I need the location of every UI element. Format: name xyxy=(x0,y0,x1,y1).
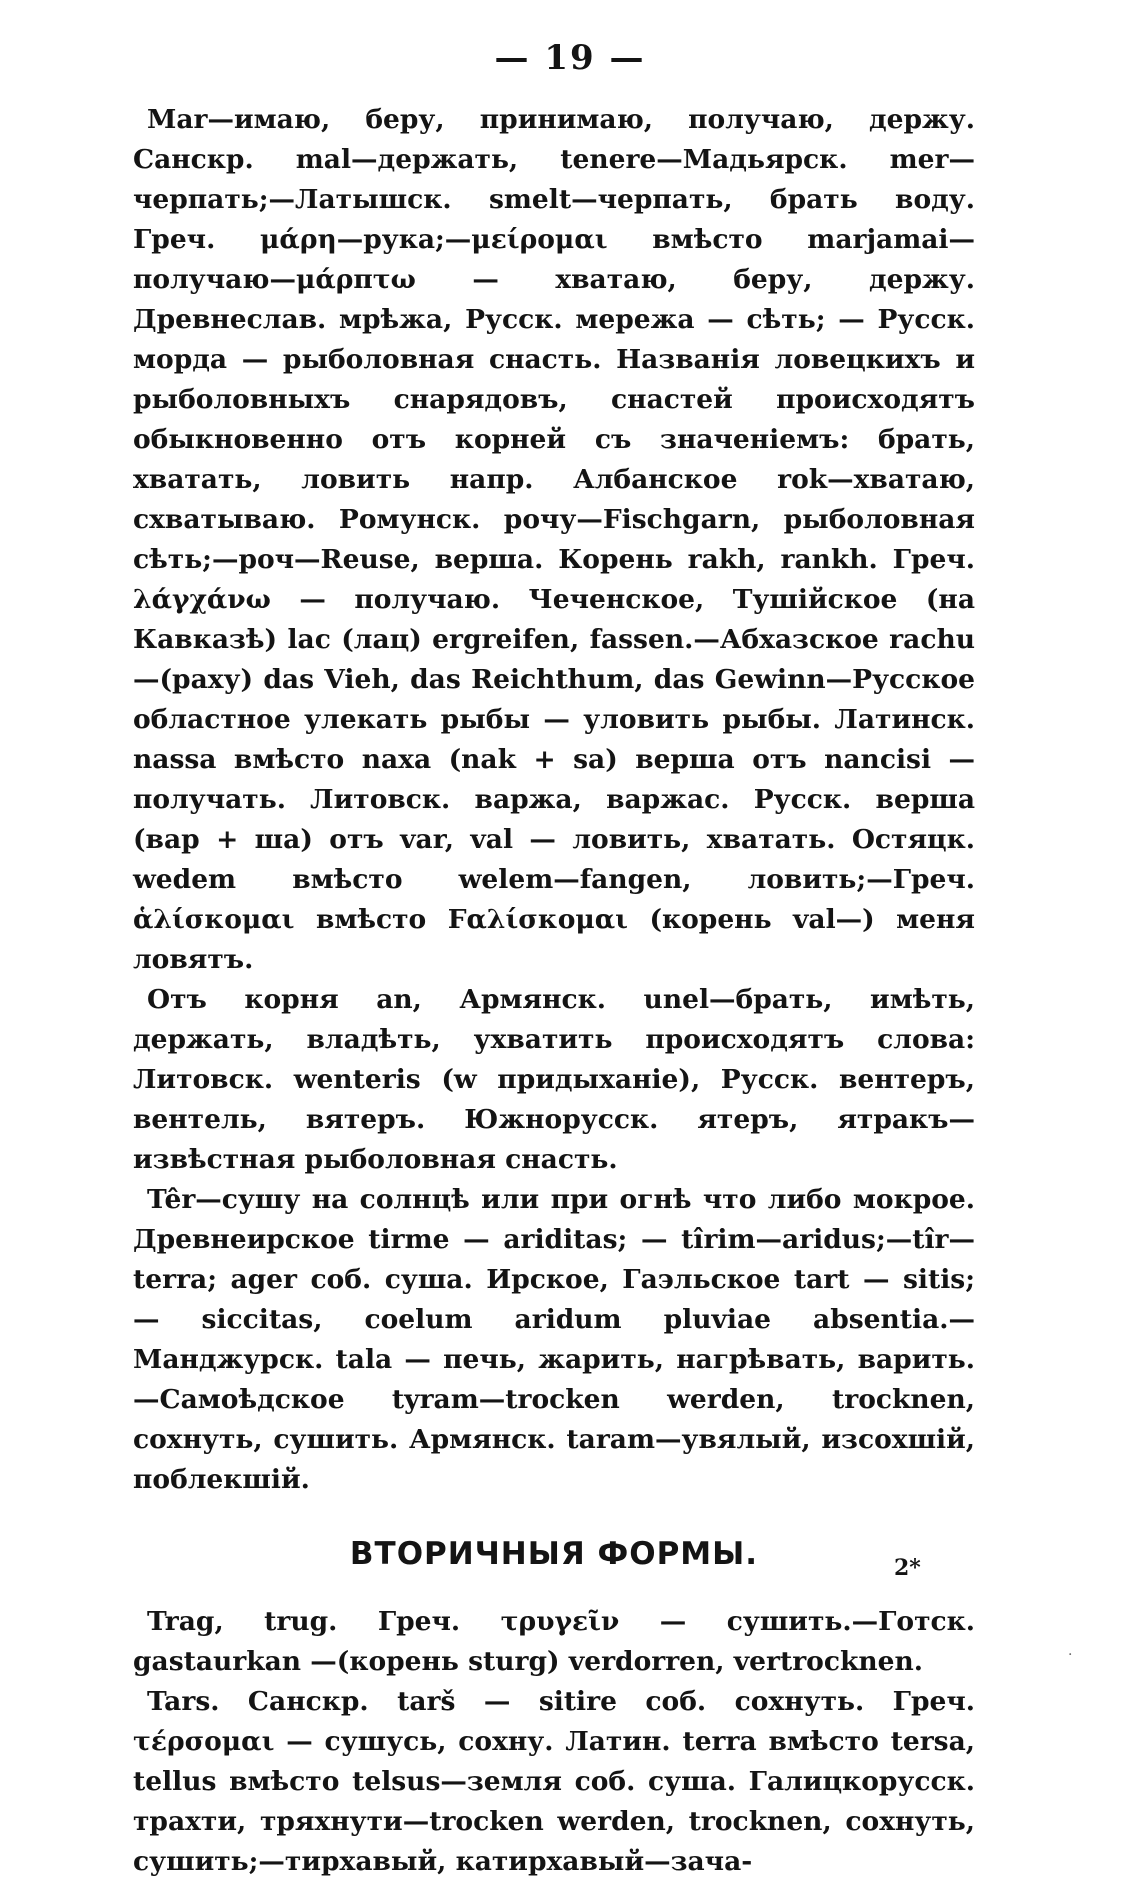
scan-speck-icon: · xyxy=(1068,1647,1073,1663)
paragraph-an: Отъ корня an, Армянск. unel—брать, имѣть, держать, владѣть, ухватить происходятъ слова: Литовск. wenteris (w придыханіе), Русск. вентеръ, вентель, вятеръ. Южнорусск. ятеръ, ятракъ—извѣстная рыболовная снасть. xyxy=(133,984,975,1175)
signature-mark: 2* xyxy=(894,1555,921,1581)
paragraph-mar: Mar—имаю, беру, принимаю, получаю, держу. Санскр. mal—держать, tenere—Мадьярск. mer—черпать;—Латышск. smelt—черпать, брать воду. Греч. μάρη—рука;—μείρομαι вмѣсто marjamai—получаю—μάρπτω — хватаю, беру, держу. Древнеслав. мрѣжа, Русск. мережа — сѣть; — Русск. морда — рыболовная снасть. Названія ловецкихъ и рыболовныхъ снарядовъ, снастей происходятъ обыкновенно отъ корней съ значеніемъ: брать, хватать, ловить напр. Албанское rok—хватаю, схватываю. Ромунск. рочу—Fischgarn, рыболовная сѣть;—роч—Reuse, верша. Корень rakh, rankh. Греч. λάγχάνω — получаю. Чеченское, Тушійское (на Кавказѣ) lac (лац) ergreifen, fassen.—Абхазское rachu—(раху) das Vieh, das Reichthum, das Gewinn—Русское областное улекать рыбы — уловить рыбы. Латинск. nassa вмѣсто naxa (nak + sa) верша отъ nancisi — получать. Литовск. варжа, варжас. Русск. верша (вар + ша) отъ var, val — ловить, хватать. Остяцк. wedem вмѣсто welem—fangen, ловить;—Греч. ἁλίσκομαι вмѣсто Ϝαλίσκομαι (корень val—) меня ловятъ. xyxy=(133,104,975,975)
page-body xyxy=(133,100,975,1882)
paragraph-ter: Têr—сушу на солнцѣ или при огнѣ что либо мокрое. Древнеирское tirme — ariditas; — tîrim—aridus;—tîr—terra; ager соб. суша. Ирское, Гаэльское tart — sitis; — siccitas, coelum aridum pluviae absentia.—Манджурск. tala — печь, жарить, нагрѣвать, варить.—Самоѣдское tyram—trocken werden, trocknen, сохнуть, сушить. Армянск. taram—увялый, изсохшій, поблекшій. xyxy=(133,1184,975,1495)
paragraph-trag: Trag, trug. Греч. τρυγεῖν — сушить.—Готск. gastaurkan —(корень sturg) verdorren, vertrocknen. xyxy=(133,1606,975,1677)
section-heading: ВТОРИЧНЫЯ ФОРМЫ. xyxy=(349,1536,759,1572)
page-number: — 19 — xyxy=(494,38,646,78)
paragraph-tars: Tars. Санскр. tarš — sitire соб. сохнуть. Греч. τέρσομαι — сушусь, сохну. Латин. terra вмѣсто tersa, tellus вмѣсто telsus—земля соб. суша. Галицкорусск. трахти, тряхнути—trocken werden, trocknen, сохнуть, сушить;—тирхавый, катирхавый—зача- xyxy=(133,1686,975,1877)
